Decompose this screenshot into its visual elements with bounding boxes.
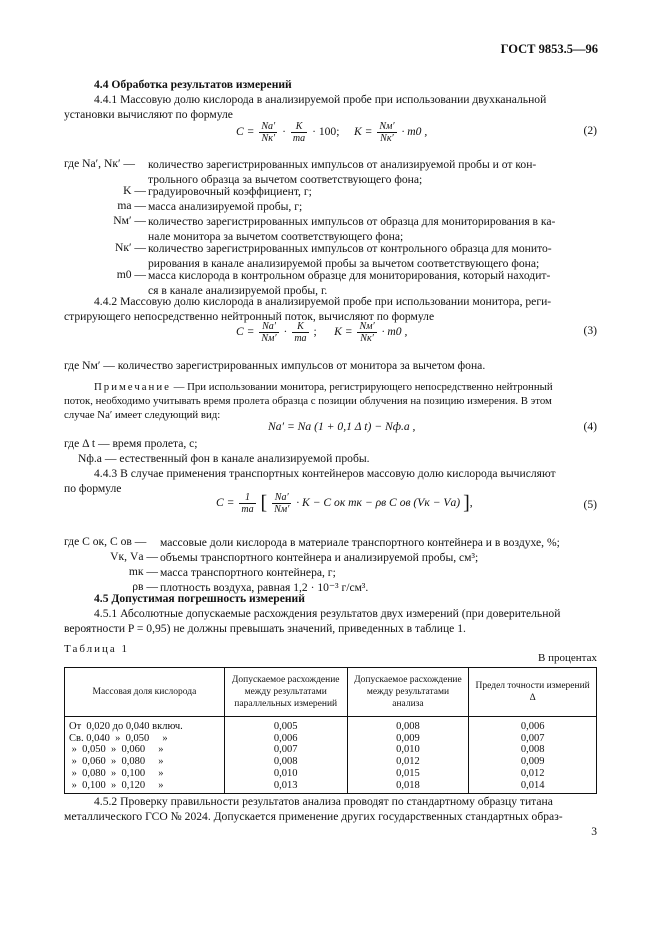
formula-3-lhs: C = bbox=[236, 325, 255, 339]
equation-number-2: (2) bbox=[583, 124, 597, 137]
table-header-cell: Предел точности измерений Δ bbox=[469, 668, 597, 717]
table-cell: 0,009 bbox=[347, 733, 469, 745]
table-row bbox=[65, 744, 597, 756]
formula-2-frac3-den: Nк′ bbox=[380, 133, 394, 144]
p442-line1: 4.4.2 Массовую долю кислорода в анализируемой пробе при использовании монитора, реги- bbox=[94, 295, 552, 308]
equation-number-5: (5) bbox=[583, 498, 597, 511]
formula-3-frac1-num: Nа′ bbox=[259, 321, 278, 333]
formula-2-frac3-num: Nм′ bbox=[379, 121, 395, 132]
definition-text: градуировочный коэффициент, г; bbox=[148, 185, 312, 198]
definition-line: количество зарегистрированных импульсов от образца для мониторирования в ка- bbox=[148, 215, 556, 228]
definition-line: масса кислорода в контрольном образце для мониторирования, который находит- bbox=[148, 269, 551, 282]
formula-5-lhs: C = bbox=[216, 496, 235, 510]
formula-2-frac2-den: mа bbox=[292, 133, 306, 144]
table-title: Таблица 1 bbox=[64, 643, 130, 655]
formula-5-frac-num: 1 bbox=[239, 492, 255, 504]
formula-2-frac1-den: Nк′ bbox=[261, 133, 276, 144]
note-line2: поток, необходимо учитывать время пролета образца с позиции облучения на позицию измерения. В этом bbox=[64, 395, 552, 407]
formula-4-definition-1: где Δ t — время пролета, с; bbox=[64, 437, 198, 450]
formula-2-tail1: · 100; bbox=[312, 125, 340, 139]
formula-5-inner-frac bbox=[272, 492, 291, 515]
formula-3-frac3 bbox=[357, 321, 376, 344]
table-cell: 0,006 bbox=[469, 717, 597, 733]
table-cell: » 0,100 » 0,120 » bbox=[65, 780, 225, 794]
definition-text: массовые доли кислорода в материале транспортного контейнера и в воздухе, %; bbox=[160, 536, 560, 549]
table-header-cell: Массовая доля кислорода bbox=[65, 668, 225, 717]
formula-2-definitions bbox=[64, 157, 597, 302]
table-cell: 0,014 bbox=[469, 780, 597, 794]
table-units: В процентах bbox=[538, 652, 597, 664]
definition-text: плотность воздуха, равная 1,2 · 10⁻³ г/см³. bbox=[160, 581, 369, 594]
definition-text bbox=[148, 241, 597, 271]
formula-5-inner-den: Nм′ bbox=[274, 504, 290, 515]
page-number: 3 bbox=[591, 825, 597, 838]
table-cell: Св. 0,040 » 0,050 » bbox=[65, 733, 225, 745]
definition-symbol: где Nа′, Nк′ — bbox=[64, 157, 136, 170]
formula-2-tail2: · m0 , bbox=[401, 125, 428, 139]
table-row bbox=[65, 717, 597, 733]
formula-2-frac1-num: Nа′ bbox=[261, 121, 276, 132]
table-row bbox=[65, 768, 597, 780]
definition-text bbox=[148, 157, 597, 187]
table-cell: 0,012 bbox=[347, 756, 469, 768]
formula-5-rest: · K − C ок mк − ρв C ов (Vк − Vа) bbox=[296, 496, 461, 510]
table-cell: 0,005 bbox=[224, 717, 347, 733]
formula-5-definitions bbox=[64, 535, 597, 595]
table-header-row bbox=[65, 668, 597, 717]
formula-3-frac2 bbox=[292, 321, 308, 344]
formula-4-definition-2: Nф.а — естественный фон в канале анализируемой пробы. bbox=[78, 452, 370, 465]
definition-symbol: m0 — bbox=[116, 268, 146, 281]
formula-3-definition: где Nм′ — количество зарегистрированных импульсов от монитора за вычетом фона. bbox=[64, 359, 486, 372]
definition-symbol: где C ок, C ов — bbox=[64, 535, 147, 548]
p441-line2: установки вычисляют по формуле bbox=[64, 108, 233, 121]
formula-3: C = $\frac{Nа'}{Nм'}$ · $\frac{K}{mа}$ ; K = $\frac{Nм'}{Nк'}$ · m0 , bbox=[236, 321, 408, 344]
table-cell: 0,018 bbox=[347, 780, 469, 794]
formula-2-frac3 bbox=[377, 121, 396, 144]
section-4-4-heading: 4.4 Обработка результатов измерений bbox=[94, 78, 292, 91]
formula-3-frac3-num: Nм′ bbox=[359, 321, 375, 332]
table-cell: 0,007 bbox=[469, 733, 597, 745]
formula-3-frac1-den: Nм′ bbox=[261, 333, 277, 344]
definition-text: объемы транспортного контейнера и анализируемой пробы, см³; bbox=[160, 551, 479, 564]
table-cell: 0,008 bbox=[224, 756, 347, 768]
definition-symbol: mа — bbox=[117, 199, 146, 212]
table-cell: 0,010 bbox=[224, 768, 347, 780]
p442-line2: стрирующего непосредственно нейтронный поток, вычисляют по формуле bbox=[64, 310, 435, 323]
p443-line1: 4.4.3 В случае применения транспортных контейнеров массовую долю кислорода вычисляют bbox=[94, 467, 556, 480]
definition-line: количество зарегистрированных импульсов от контрольного образца для монито- bbox=[148, 242, 552, 255]
table-cell: От 0,020 до 0,040 включ. bbox=[65, 717, 225, 733]
equation-number-4: (4) bbox=[583, 420, 597, 433]
table-cell: 0,010 bbox=[347, 744, 469, 756]
table-cell: 0,015 bbox=[347, 768, 469, 780]
formula-3-lhs2: K = bbox=[334, 325, 353, 339]
definition-line: количество зарегистрированных импульсов от анализируемой пробы и от кон- bbox=[148, 158, 537, 171]
formula-5: C = $\frac{1}{mа}$ [ $\frac{Nа'}{Nм'}$ · K − C ок mк − ρв C ов (Vк − Vа) ], bbox=[216, 492, 473, 515]
definition-text: масса анализируемой пробы, г; bbox=[148, 200, 303, 213]
formula-3-frac2-den: mа bbox=[294, 333, 307, 344]
note-label: Примечание bbox=[94, 381, 171, 393]
table-cell: » 0,080 » 0,100 » bbox=[65, 768, 225, 780]
table-cell: 0,008 bbox=[469, 744, 597, 756]
p451-line2: вероятности P = 0,95) не должны превышать значений, приведенных в таблице 1. bbox=[64, 622, 466, 635]
p443-line2: по формуле bbox=[64, 482, 122, 495]
definition-text: масса транспортного контейнера, г; bbox=[160, 566, 336, 579]
formula-2-frac1 bbox=[259, 121, 277, 144]
definition-symbol: K — bbox=[123, 184, 146, 197]
table-cell: 0,013 bbox=[224, 780, 347, 794]
definition-text bbox=[148, 268, 597, 298]
formula-2-lhs: C = bbox=[236, 125, 255, 139]
note-text: — При использовании монитора, регистрирующего непосредственно нейтронный bbox=[173, 381, 553, 393]
definition-symbol: Nк′ — bbox=[114, 241, 146, 254]
table-cell: » 0,050 » 0,060 » bbox=[65, 744, 225, 756]
p451-line1: 4.5.1 Абсолютные допускаемые расхождения результатов двух измерений (при доверительной bbox=[94, 607, 561, 620]
definition-symbol: mк — bbox=[128, 565, 158, 578]
equation-number-3: (3) bbox=[583, 324, 597, 337]
definition-text bbox=[148, 214, 597, 244]
note-line1 bbox=[94, 380, 553, 394]
formula-3-frac1 bbox=[259, 321, 278, 344]
section-4-5-heading: 4.5 Допустимая погрешность измерений bbox=[94, 592, 305, 605]
definition-symbol: Vк, Vа — bbox=[110, 550, 158, 563]
table-row bbox=[65, 780, 597, 794]
definition-symbol: ρв — bbox=[132, 580, 158, 593]
p452-line1: 4.5.2 Проверку правильности результатов анализа проводят по стандартному образцу титана bbox=[94, 795, 553, 808]
table-cell: 0,007 bbox=[224, 744, 347, 756]
definition-line: ся в канале анализируемой пробы, г. bbox=[148, 284, 328, 297]
table-cell: 0,009 bbox=[469, 756, 597, 768]
definition-symbol: Nм′ — bbox=[113, 214, 146, 227]
standard-code-header: ГОСТ 9853.5—96 bbox=[500, 42, 598, 56]
formula-5-inner-num: Nа′ bbox=[272, 492, 291, 504]
formula-3-frac3-den: Nк′ bbox=[360, 333, 374, 344]
definition-line: трольного образца за вычетом соответствующего фона; bbox=[148, 173, 423, 186]
table-header-cell: Допускаемое расхождение между результатами параллельных измерений bbox=[224, 668, 347, 717]
formula-2-lhs2: K = bbox=[353, 125, 373, 139]
tolerance-table bbox=[64, 667, 597, 794]
table-cell: 0,012 bbox=[469, 768, 597, 780]
formula-2-frac2-num: K bbox=[291, 121, 307, 133]
formula-2: C = $\frac{Nа'}{Nк'}$ · $\frac{K}{mа}$ · 100; K = $\frac{Nм'}{Nк'}$ · m0 , bbox=[236, 121, 428, 144]
table-cell: 0,008 bbox=[347, 717, 469, 733]
table-row bbox=[65, 756, 597, 768]
definition-line: рирования в канале анализируемой пробы за вычетом соответствующего фона; bbox=[148, 257, 540, 270]
table-cell: 0,006 bbox=[224, 733, 347, 745]
table-row bbox=[65, 733, 597, 745]
formula-3-frac2-num: K bbox=[292, 321, 308, 333]
note-line3: случае Nа′ имеет следующий вид: bbox=[64, 409, 221, 421]
p441-line1: 4.4.1 Массовую долю кислорода в анализируемой пробе при использовании двухканальной bbox=[94, 93, 547, 106]
table-header-cell: Допускаемое расхождение между результатами анализа bbox=[347, 668, 469, 717]
p452-line2: металлического ГСО № 2024. Допускается применение других государственных стандартных образ- bbox=[64, 810, 563, 823]
table-cell: » 0,060 » 0,080 » bbox=[65, 756, 225, 768]
definition-line: нале монитора за вычетом соответствующего фона; bbox=[148, 230, 404, 243]
formula-4: Nа′ = Nа (1 + 0,1 Δ t) − Nф.а , bbox=[268, 420, 416, 433]
formula-5-frac-den: mа bbox=[241, 504, 254, 515]
formula-5-frac bbox=[239, 492, 255, 515]
formula-2-frac2 bbox=[291, 121, 307, 144]
formula-3-tail: · m0 , bbox=[381, 325, 408, 339]
